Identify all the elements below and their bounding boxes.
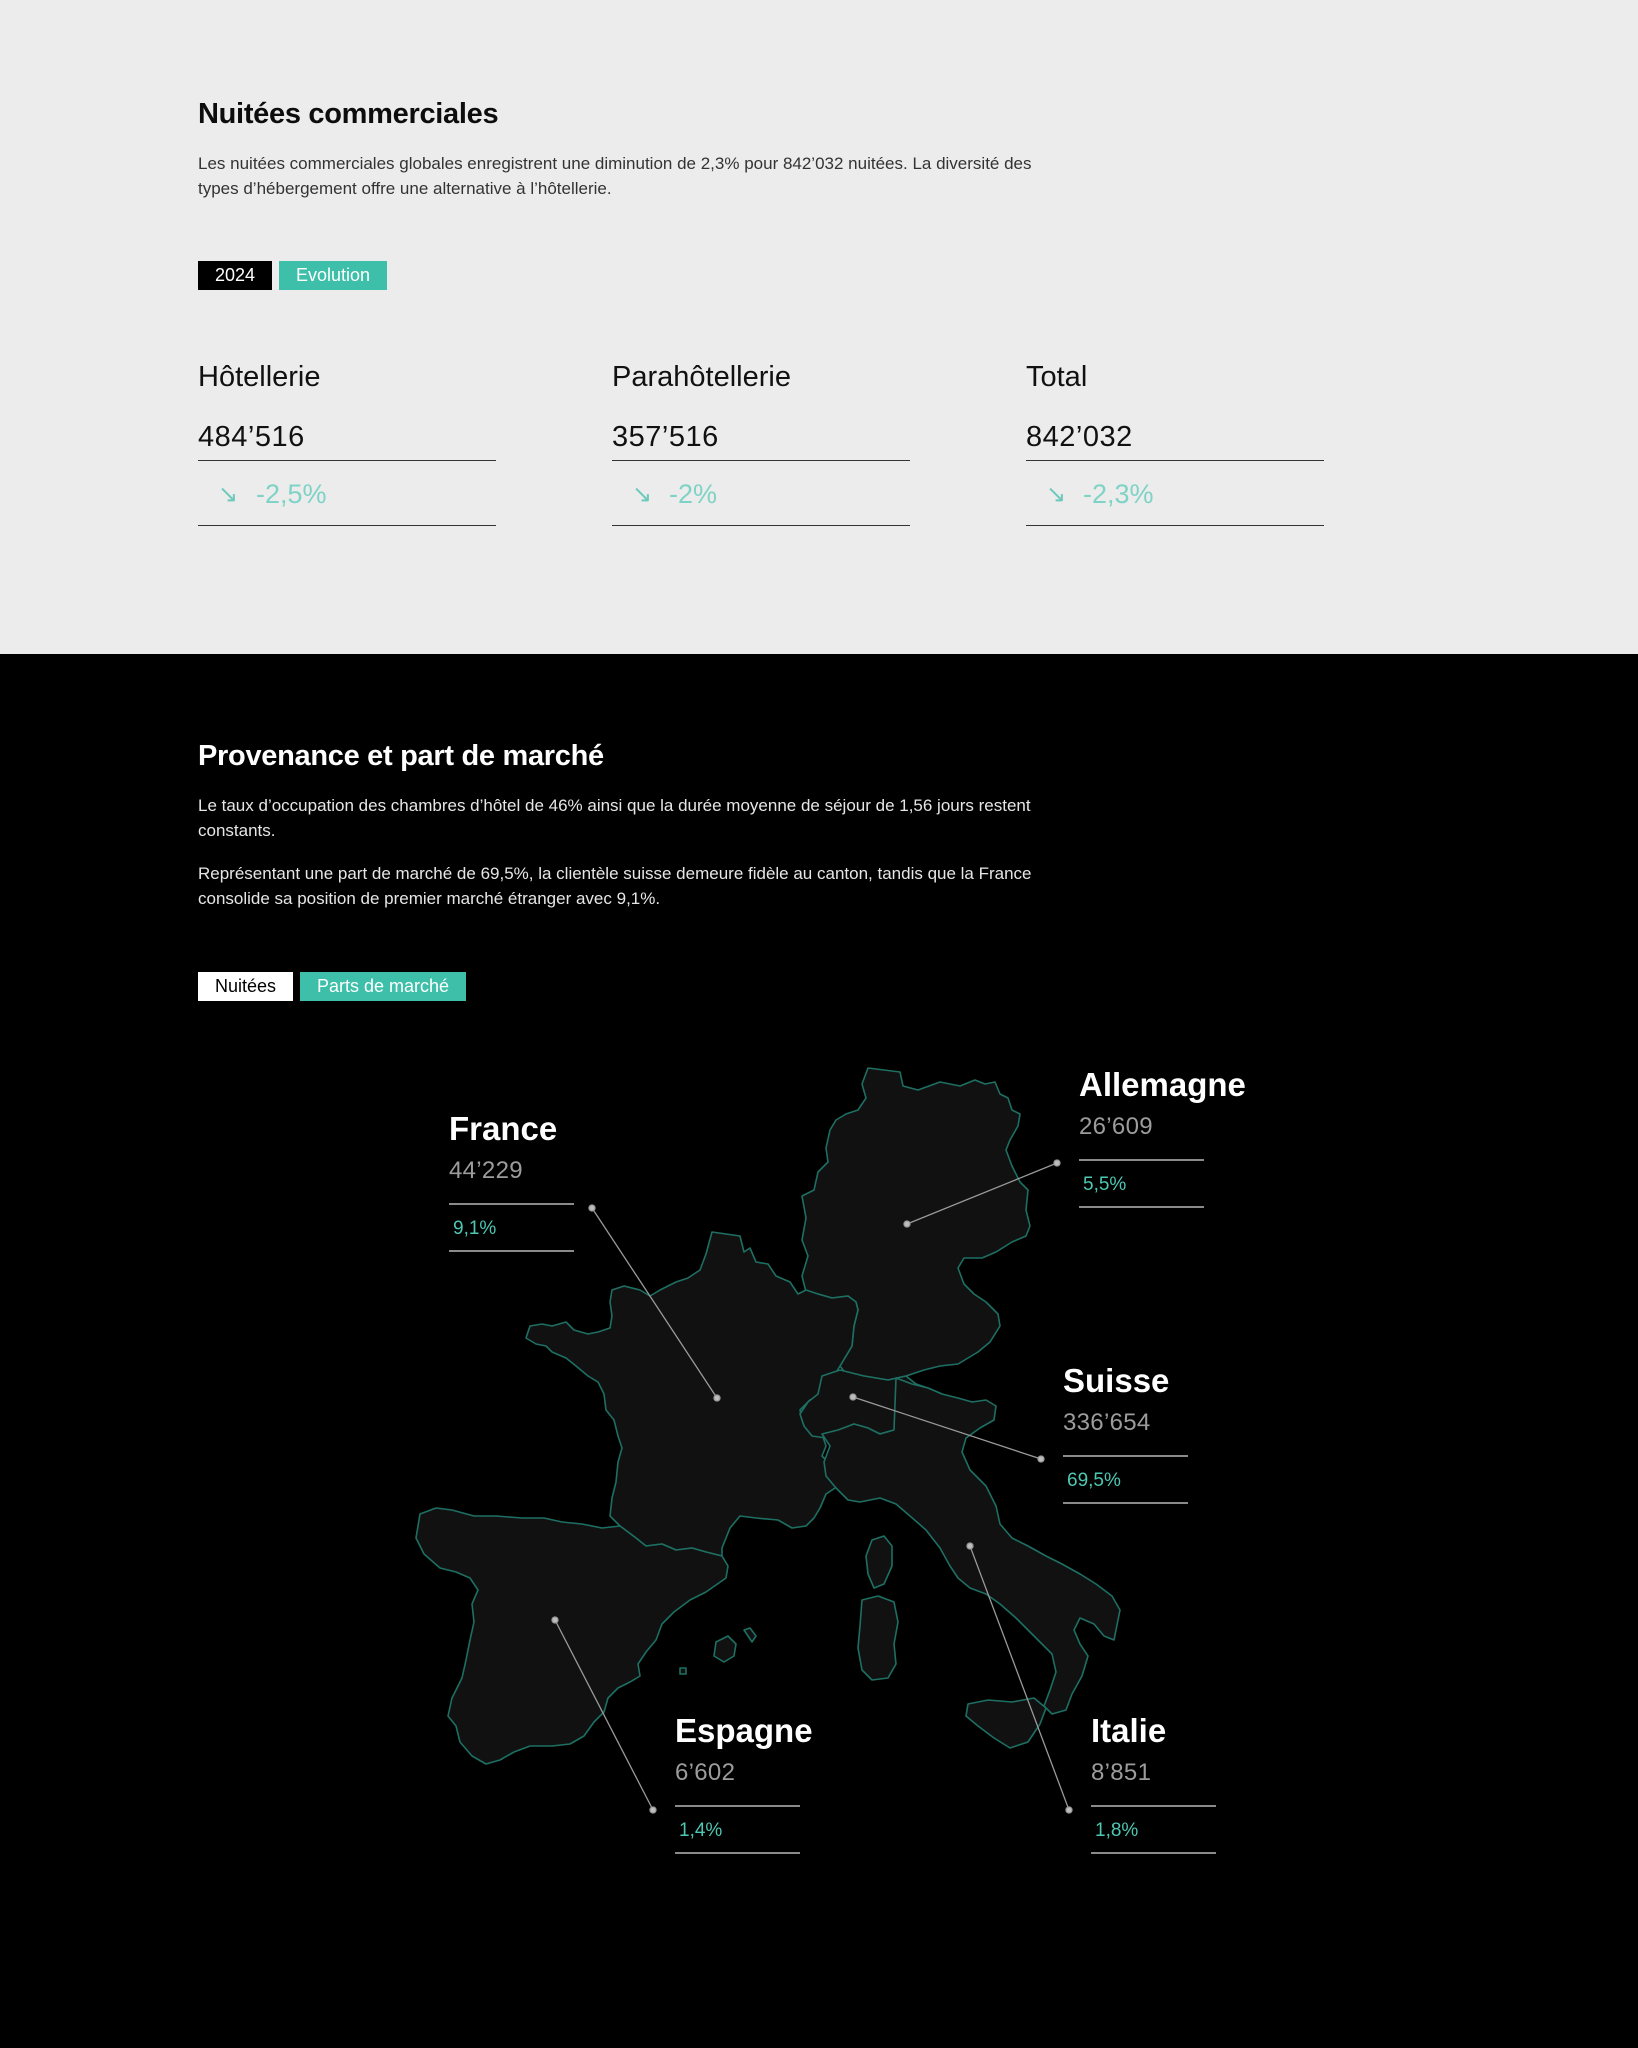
divider xyxy=(1079,1206,1204,1208)
divider xyxy=(612,460,910,461)
tab-evolution[interactable]: Evolution xyxy=(279,261,387,290)
divider xyxy=(198,525,496,526)
country-name: France xyxy=(449,1110,558,1147)
stat-label: Hôtellerie xyxy=(198,361,321,393)
section-title: Nuitées commerciales xyxy=(198,98,499,130)
sicily-shape xyxy=(966,1698,1046,1748)
europe-map xyxy=(400,1060,1280,1880)
country-share: 69,5% xyxy=(1067,1470,1121,1491)
divider xyxy=(1026,525,1324,526)
ibiza-shape xyxy=(680,1668,686,1674)
divider xyxy=(1026,460,1324,461)
trend-down-icon: ↘ xyxy=(218,481,239,508)
corsica-shape xyxy=(866,1536,892,1588)
country-value: 8’851 xyxy=(1091,1759,1152,1786)
divider xyxy=(1079,1159,1204,1161)
divider xyxy=(612,525,910,526)
section-description: Les nuitées commerciales globales enregistrent une diminution de 2,3% pour 842’032 nuitées. La diversité des types d’hébergement offre une alternative à l’hôtellerie. xyxy=(198,154,1032,198)
divider xyxy=(198,460,496,461)
stat-change: -2,3% xyxy=(1083,479,1154,509)
tab-nuitees[interactable]: Nuitées xyxy=(198,972,293,1001)
country-name: Espagne xyxy=(675,1712,813,1749)
country-name: Italie xyxy=(1091,1712,1167,1749)
divider xyxy=(1063,1502,1188,1504)
country-value: 6’602 xyxy=(675,1759,736,1786)
commercial-nights-section xyxy=(0,0,1638,654)
stat-value: 484’516 xyxy=(198,421,305,453)
stat-label: Parahôtellerie xyxy=(612,361,791,393)
stat-change: -2,5% xyxy=(256,479,327,509)
divider xyxy=(1063,1455,1188,1457)
trend-down-icon: ↘ xyxy=(1046,481,1067,508)
mallorca-shape xyxy=(714,1636,736,1662)
menorca-shape xyxy=(744,1628,756,1642)
country-share: 9,1% xyxy=(453,1218,497,1239)
country-name: Allemagne xyxy=(1079,1066,1246,1103)
divider xyxy=(1091,1852,1216,1854)
country-share: 1,8% xyxy=(1095,1820,1139,1841)
country-share: 1,4% xyxy=(679,1820,723,1841)
section-paragraph-1: Le taux d’occupation des chambres d’hôtel de 46% ainsi que la durée moyenne de séjour de 1,56 jours restent constants. xyxy=(198,796,1031,840)
country-share: 5,5% xyxy=(1083,1174,1127,1195)
divider xyxy=(1091,1805,1216,1807)
divider xyxy=(449,1203,574,1205)
section-title: Provenance et part de marché xyxy=(198,740,604,772)
tab-parts-de-marche[interactable]: Parts de marché xyxy=(300,972,466,1001)
country-name: Suisse xyxy=(1063,1362,1170,1399)
sardinia-shape xyxy=(858,1596,898,1680)
country-value: 26’609 xyxy=(1079,1113,1153,1140)
country-value: 44’229 xyxy=(449,1157,523,1184)
divider xyxy=(449,1250,574,1252)
stat-label: Total xyxy=(1026,361,1088,393)
section-paragraph-2: Représentant une part de marché de 69,5%, la clientèle suisse demeure fidèle au canton, tandis que la France consolide sa position de premier marché étranger avec 9,1%. xyxy=(198,864,1032,908)
divider xyxy=(675,1805,800,1807)
stat-change: -2% xyxy=(669,479,718,509)
trend-down-icon: ↘ xyxy=(632,481,653,508)
divider xyxy=(675,1852,800,1854)
tab-2024[interactable]: 2024 xyxy=(198,261,272,290)
stat-value: 357’516 xyxy=(612,421,719,453)
country-value: 336’654 xyxy=(1063,1409,1151,1436)
stat-value: 842’032 xyxy=(1026,421,1133,453)
